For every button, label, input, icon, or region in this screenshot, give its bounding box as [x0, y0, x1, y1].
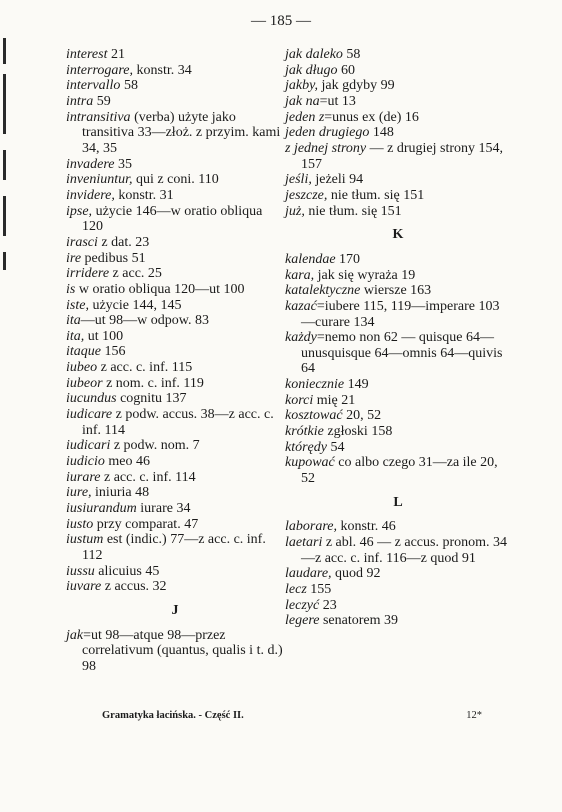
entry-reference: z podw. nom. 7	[110, 438, 200, 454]
entry-headword: każdy	[285, 330, 317, 346]
entry-headword: jakby,	[285, 78, 319, 94]
page-number: — 185 —	[251, 13, 311, 29]
entry-headword: ita	[66, 313, 81, 329]
index-entry	[66, 63, 284, 79]
entry-headword: iustum	[66, 532, 104, 548]
entry-reference: z acc. 25	[109, 266, 162, 282]
entry-headword: laborare,	[285, 519, 337, 535]
entry-reference: 155	[306, 582, 332, 597]
entry-reference: (verba) użyte jako transitiva 33—złoż. z przyim. kami 34, 35	[82, 109, 284, 156]
index-column-right	[285, 47, 511, 629]
entry-headword: irasci	[66, 234, 98, 250]
entry-reference: jeżeli 94	[311, 172, 364, 188]
entry-headword: interrogare,	[66, 62, 134, 78]
binding-edge	[0, 0, 10, 812]
index-entry	[66, 517, 284, 533]
index-entry	[66, 438, 284, 454]
index-column-left	[66, 47, 287, 675]
entry-headword: ipse,	[66, 203, 93, 219]
entry-headword: jeden drugiego	[285, 125, 370, 141]
entry-reference: =nemo non 62 — quisque 64—unusquisque 64—omnis 64—quivis 64	[301, 330, 506, 377]
entry-headword: invidere,	[66, 187, 115, 203]
index-entry	[285, 519, 511, 535]
index-entry	[285, 408, 511, 424]
entry-reference: z nom. c. inf. 119	[102, 375, 204, 391]
index-entry	[285, 125, 511, 141]
entry-reference: nie tłum. się 151	[327, 187, 425, 203]
index-entry	[66, 564, 284, 580]
entry-list-j	[66, 627, 287, 675]
index-entry	[66, 376, 284, 392]
entry-reference: 35	[114, 156, 132, 172]
entry-reference: konstr. 46	[336, 519, 396, 535]
printer-signature: 12*	[466, 710, 482, 721]
entry-reference: jak się wyraża 19	[314, 267, 416, 283]
index-entry	[66, 251, 284, 267]
index-entry	[285, 78, 511, 94]
section-letter-k: K	[392, 227, 404, 243]
entry-reference: meo 46	[104, 454, 150, 470]
entry-reference: —ut 98—w odpow. 83	[80, 313, 209, 329]
entry-headword: jeśli,	[285, 172, 312, 188]
index-entry	[285, 63, 511, 79]
index-entry	[285, 455, 511, 486]
entry-reference: 23	[319, 597, 337, 613]
section-letter-l: L	[393, 494, 403, 510]
entry-reference: 54	[326, 439, 345, 455]
entry-headword: kara,	[285, 267, 315, 283]
page-footer	[102, 710, 482, 721]
index-entry	[66, 110, 284, 157]
index-entry	[66, 78, 284, 94]
index-entry	[285, 598, 511, 614]
entry-reference: est (indic.) 77—z acc. c. inf. 112	[82, 532, 270, 563]
entry-headword: is	[66, 281, 76, 297]
entry-reference: quod 92	[331, 566, 381, 582]
index-entry	[285, 377, 511, 393]
index-entry	[285, 330, 511, 377]
entry-reference: z acc. c. inf. 114	[100, 469, 196, 485]
index-entry	[66, 188, 284, 204]
entry-reference: 21	[107, 47, 125, 62]
entry-headword: ita,	[66, 328, 85, 344]
entry-headword: iubeo	[66, 360, 98, 376]
entry-headword: jak daleko	[285, 47, 343, 62]
entry-headword: iste,	[66, 297, 89, 313]
entry-reference: =iubere 115, 119—imperare 103—curare 134	[301, 298, 500, 330]
entry-reference: iniuria 48	[91, 485, 150, 501]
index-entry	[285, 47, 511, 63]
entry-reference: qui z coni. 110	[132, 172, 219, 188]
entry-headword: lecz	[285, 582, 307, 597]
entry-headword: kupować	[285, 455, 335, 471]
index-entry	[285, 535, 511, 566]
entry-headword: iurare	[66, 469, 101, 485]
index-entry	[66, 329, 284, 345]
index-entry	[285, 393, 511, 409]
index-entry	[66, 172, 284, 188]
index-entry	[285, 440, 511, 456]
index-entry	[66, 485, 284, 501]
entry-headword: iussu	[66, 563, 95, 579]
entry-reference: ut 100	[84, 328, 124, 344]
index-entry	[285, 283, 511, 299]
entry-list-l	[285, 519, 511, 629]
entry-headword: jak długo	[285, 62, 338, 78]
entry-headword: irridere	[66, 266, 110, 282]
entry-reference: pedibus 51	[81, 250, 146, 266]
entry-reference: 156	[101, 344, 126, 360]
entry-reference: przy comparat. 47	[93, 516, 199, 532]
entry-reference: mię 21	[313, 392, 356, 408]
index-entry	[285, 94, 511, 110]
entry-reference: 20, 52	[342, 408, 382, 424]
index-entry	[285, 188, 511, 204]
entry-headword: koniecznie	[285, 377, 345, 393]
entry-reference: =ut 13	[319, 93, 356, 109]
entry-headword: iusto	[66, 516, 94, 532]
index-entry	[285, 252, 511, 268]
entry-reference: =ut 98—atque 98—przez correlativum (quantus, qualis i t. d.) 98	[82, 627, 287, 674]
entry-reference: użycie 144, 145	[88, 297, 182, 313]
entry-list-i	[66, 47, 284, 595]
entry-headword: interest	[66, 47, 108, 62]
entry-reference: 60	[337, 62, 355, 78]
entry-headword: iusiurandum	[66, 501, 137, 517]
entry-headword: iudicio	[66, 454, 105, 470]
entry-headword: invadere	[66, 156, 115, 172]
index-entry	[66, 344, 284, 360]
entry-list-j-cont	[285, 47, 511, 219]
entry-reference: zgłoski 158	[323, 424, 393, 440]
section-letter-j: J	[171, 602, 179, 618]
entry-headword: jeden z	[285, 109, 325, 125]
entry-headword: leczyć	[285, 597, 320, 613]
entry-headword: którędy	[285, 439, 327, 455]
entry-headword: z jednej strony	[285, 140, 367, 156]
index-entry	[66, 407, 284, 438]
index-entry	[285, 141, 511, 172]
entry-headword: ire	[66, 250, 82, 266]
index-entry	[285, 613, 511, 629]
index-entry	[285, 566, 511, 582]
entry-headword: iudicari	[66, 438, 111, 454]
index-entry	[66, 157, 284, 173]
entry-headword: kosztować	[285, 408, 343, 424]
index-entry	[66, 501, 284, 517]
entry-headword: krótkie	[285, 424, 324, 440]
entry-reference: z accus. 32	[101, 579, 167, 595]
entry-headword: iuvare	[66, 579, 102, 595]
entry-reference: nie tłum. się 151	[304, 203, 402, 219]
index-entry	[285, 172, 511, 188]
entry-reference: wiersze 163	[360, 283, 432, 299]
entry-reference: 149	[344, 377, 369, 393]
index-entry	[66, 282, 284, 298]
entry-headword: już,	[285, 203, 305, 219]
entry-headword: kalendae	[285, 251, 336, 267]
entry-headword: jak	[66, 627, 84, 643]
entry-headword: laetari	[285, 535, 323, 551]
entry-reference: użycie 146—w oratio obliqua 120	[82, 203, 266, 235]
index-entry	[66, 360, 284, 376]
index-entry	[285, 424, 511, 440]
index-entry	[66, 94, 284, 110]
entry-headword: iucundus	[66, 391, 117, 407]
entry-reference: 148	[369, 125, 394, 141]
index-entry	[285, 268, 511, 284]
entry-headword: intra	[66, 93, 94, 109]
index-entry	[66, 298, 284, 314]
entry-reference: konstr. 34	[133, 62, 192, 78]
entry-headword: katalektyczne	[285, 283, 361, 299]
entry-reference: 58	[342, 47, 361, 62]
entry-headword: jeszcze,	[285, 187, 328, 203]
entry-reference: w oratio obliqua 120—ut 100	[75, 281, 245, 297]
entry-headword: intervallo	[66, 78, 121, 94]
entry-reference: konstr. 31	[114, 187, 174, 203]
index-entry	[66, 391, 284, 407]
index-entry	[66, 470, 284, 486]
entry-headword: iudicare	[66, 407, 113, 423]
entry-headword: iure,	[66, 485, 92, 501]
entry-reference: z podw. accus. 38—z acc. c. inf. 114	[82, 407, 278, 438]
entry-reference: 59	[93, 93, 111, 109]
entry-headword: iubeor	[66, 375, 103, 391]
entry-headword: jak na	[285, 93, 320, 109]
entry-reference: alicuius 45	[94, 563, 160, 579]
entry-headword: laudare,	[285, 566, 332, 582]
entry-headword: intransitiva	[66, 109, 131, 125]
entry-reference: z acc. c. inf. 115	[97, 360, 193, 376]
entry-reference: 58	[120, 78, 138, 94]
entry-reference: — z drugiej strony 154, 157	[301, 140, 507, 172]
entry-reference: senatorem 39	[319, 613, 398, 629]
entry-reference: cognitu 137	[116, 391, 187, 407]
index-entry	[66, 235, 284, 251]
entry-reference: iurare 34	[136, 501, 191, 517]
index-entry	[66, 579, 284, 595]
entry-reference: 170	[335, 251, 361, 267]
index-entry	[66, 47, 284, 63]
entry-headword: itaque	[66, 344, 101, 360]
entry-reference: z abl. 46 — z accus. pronom. 34—z acc. c. inf. 116—z quod 91	[301, 535, 508, 566]
entry-headword: kazać	[285, 298, 317, 314]
index-entry	[66, 313, 284, 329]
entry-reference: co albo czego 31—za ile 20, 52	[301, 455, 502, 487]
index-entry	[285, 582, 511, 598]
entry-headword: inveniuntur,	[66, 172, 133, 188]
index-entry	[66, 454, 284, 470]
entry-reference: jak gdyby 99	[318, 78, 395, 94]
entry-reference: =unus ex (de) 16	[324, 109, 419, 125]
entry-list-k	[285, 252, 511, 487]
footer-title: Gramatyka łacińska. - Część II.	[102, 710, 244, 721]
entry-headword: legere	[285, 613, 320, 629]
index-entry	[66, 204, 284, 235]
index-entry	[285, 110, 511, 126]
index-entry	[66, 266, 284, 282]
index-entry	[285, 299, 511, 330]
entry-reference: z dat. 23	[97, 234, 150, 250]
entry-headword: korci	[285, 392, 314, 408]
index-entry	[285, 204, 511, 220]
index-entry	[66, 627, 287, 675]
index-entry	[66, 532, 284, 563]
